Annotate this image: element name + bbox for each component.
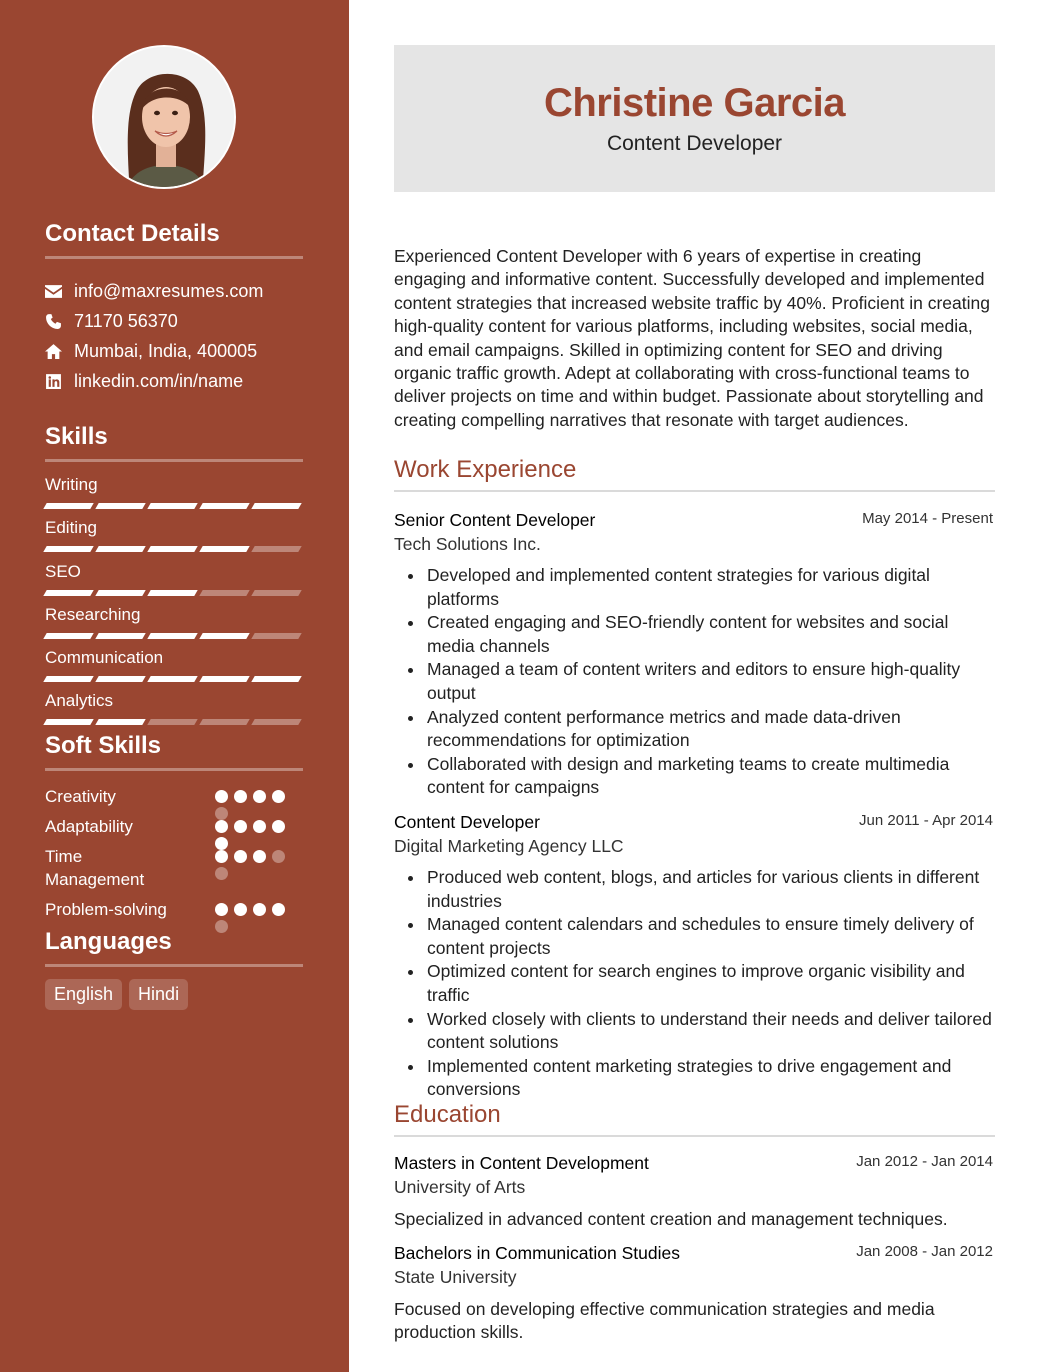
job-bullet: Collaborated with design and marketing teams to create multimedia content for campaigns bbox=[394, 753, 995, 800]
skill-level-segment bbox=[43, 676, 93, 682]
job-bullet: Implemented content marketing strategies to drive engagement and conversions bbox=[394, 1055, 995, 1102]
soft-skill-label: Adaptability bbox=[45, 817, 133, 836]
job-date: May 2014 - Present bbox=[862, 510, 993, 527]
job-bullet: Managed content calendars and schedules to ensure timely delivery of content projects bbox=[394, 913, 995, 960]
skill-level-segment bbox=[251, 633, 301, 639]
education-date: Jan 2012 - Jan 2014 bbox=[856, 1153, 993, 1170]
school-name: State University bbox=[394, 1267, 517, 1287]
email-icon bbox=[45, 281, 74, 301]
home-icon bbox=[45, 341, 74, 361]
work-heading: Work Experience bbox=[394, 456, 995, 492]
soft-skill-dot bbox=[234, 820, 247, 833]
person-name: Christine Garcia bbox=[543, 81, 845, 125]
skill-level-segment bbox=[43, 719, 93, 725]
soft-skill-label: Problem-solving bbox=[45, 900, 167, 919]
skill-level-segment bbox=[251, 503, 301, 509]
job-bullets bbox=[394, 866, 995, 1102]
soft-skill-dot bbox=[215, 867, 228, 880]
skill-level-segment bbox=[199, 633, 249, 639]
portrait-illustration bbox=[94, 47, 236, 189]
name-header bbox=[394, 45, 995, 192]
education-heading: Education bbox=[394, 1101, 995, 1137]
degree-name: Bachelors in Communication Studies bbox=[394, 1243, 680, 1263]
contact-phone-text: 71170 56370 bbox=[74, 310, 178, 331]
school-name: University of Arts bbox=[394, 1177, 526, 1197]
skill-level-segment bbox=[147, 546, 197, 552]
soft-skill-item bbox=[45, 898, 303, 921]
skill-label: SEO bbox=[45, 562, 81, 581]
skill-item bbox=[45, 518, 303, 552]
soft-skill-dot bbox=[272, 820, 285, 833]
soft-skill-dot bbox=[234, 790, 247, 803]
skill-bar bbox=[45, 503, 303, 509]
soft-skill-item bbox=[45, 845, 303, 891]
contact-linkedin-text: linkedin.com/in/name bbox=[74, 370, 244, 391]
contact-heading: Contact Details bbox=[45, 220, 303, 259]
job-entry bbox=[394, 510, 995, 800]
skill-bar bbox=[45, 546, 303, 552]
soft-skill-dot bbox=[253, 850, 266, 863]
education-entry bbox=[394, 1153, 995, 1231]
skill-level-segment bbox=[95, 633, 145, 639]
contact-address bbox=[45, 336, 325, 366]
job-role: Content Developer bbox=[394, 812, 540, 832]
skill-item bbox=[45, 648, 303, 682]
contact-list bbox=[45, 276, 325, 396]
soft-skill-dot bbox=[272, 850, 285, 863]
job-company: Tech Solutions Inc. bbox=[394, 534, 541, 554]
skill-level-segment bbox=[251, 590, 301, 596]
skill-level-segment bbox=[147, 719, 197, 725]
job-company: Digital Marketing Agency LLC bbox=[394, 836, 624, 856]
skill-level-segment bbox=[147, 676, 197, 682]
soft-skill-dot bbox=[215, 790, 228, 803]
job-role: Senior Content Developer bbox=[394, 510, 596, 530]
soft-skill-dot bbox=[253, 903, 266, 916]
linkedin-icon bbox=[45, 371, 74, 391]
skill-bar bbox=[45, 676, 303, 682]
soft-skill-label: Time Management bbox=[45, 847, 145, 889]
skill-level-segment bbox=[199, 546, 249, 552]
contact-email[interactable] bbox=[45, 276, 325, 306]
skill-level-segment bbox=[199, 503, 249, 509]
profile-photo bbox=[92, 45, 236, 189]
contact-linkedin[interactable] bbox=[45, 366, 325, 396]
language-tag: English bbox=[45, 979, 122, 1010]
education-desc: Specialized in advanced content creation and management techniques. bbox=[394, 1209, 948, 1229]
skill-item bbox=[45, 475, 303, 509]
soft-skill-dot bbox=[253, 820, 266, 833]
skill-bar bbox=[45, 719, 303, 725]
skill-level-segment bbox=[199, 719, 249, 725]
skill-level-segment bbox=[199, 676, 249, 682]
soft-skill-dot bbox=[234, 850, 247, 863]
skill-level-segment bbox=[251, 719, 301, 725]
soft-skill-dot bbox=[272, 790, 285, 803]
job-bullet: Created engaging and SEO-friendly content for websites and social media channels bbox=[394, 611, 995, 658]
language-list bbox=[45, 979, 188, 1010]
skill-level-segment bbox=[147, 633, 197, 639]
job-bullet: Analyzed content performance metrics and made data-driven recommendations for optimization bbox=[394, 706, 995, 753]
skill-level-segment bbox=[95, 503, 145, 509]
skill-bar bbox=[45, 590, 303, 596]
skill-label: Writing bbox=[45, 475, 98, 494]
skill-level-segment bbox=[95, 590, 145, 596]
soft-skill-dot bbox=[234, 903, 247, 916]
skill-level-segment bbox=[43, 590, 93, 596]
soft-skill-item bbox=[45, 785, 303, 808]
job-bullet: Worked closely with clients to understand their needs and deliver tailored content solutions bbox=[394, 1008, 995, 1055]
soft-skill-item bbox=[45, 815, 303, 838]
soft-skill-label: Creativity bbox=[45, 787, 116, 806]
summary-text: Experienced Content Developer with 6 years of expertise in creating engaging and informative content. Successfully developed and implemented content strategies that increased website traffic by 40%. Proficient in creating high-quality content for various platforms, including websites, social media, and email campaigns. Skilled in optimizing content for SEO and driving organic traffic growth. Adept at collaborating with cross-functional teams to deliver projects on time and within budget. Passionate about storytelling and creating compelling narratives that resonate with target audiences. bbox=[394, 246, 990, 430]
skill-level-segment bbox=[251, 676, 301, 682]
contact-phone[interactable] bbox=[45, 306, 325, 336]
phone-icon bbox=[45, 311, 74, 331]
skill-level-segment bbox=[43, 633, 93, 639]
soft-skill-dot bbox=[215, 820, 228, 833]
soft-skill-rating bbox=[215, 850, 290, 880]
skill-item bbox=[45, 605, 303, 639]
skills-heading: Skills bbox=[45, 423, 303, 462]
skill-label: Researching bbox=[45, 605, 141, 624]
skill-label: Editing bbox=[45, 518, 97, 537]
job-entry bbox=[394, 812, 995, 1102]
degree-name: Masters in Content Development bbox=[394, 1153, 649, 1173]
education-date: Jan 2008 - Jan 2012 bbox=[856, 1243, 993, 1260]
soft-skill-dot bbox=[253, 790, 266, 803]
skill-item bbox=[45, 562, 303, 596]
skill-level-segment bbox=[95, 546, 145, 552]
languages-heading: Languages bbox=[45, 928, 303, 967]
skill-level-segment bbox=[95, 719, 145, 725]
skill-level-segment bbox=[147, 503, 197, 509]
skill-level-segment bbox=[147, 590, 197, 596]
education-entry bbox=[394, 1243, 995, 1345]
job-bullet: Developed and implemented content strategies for various digital platforms bbox=[394, 564, 995, 611]
skill-level-segment bbox=[199, 590, 249, 596]
skill-item bbox=[45, 691, 303, 725]
job-bullet: Produced web content, blogs, and articles for various clients in different industries bbox=[394, 866, 995, 913]
soft-skill-dot bbox=[215, 850, 228, 863]
skill-bar bbox=[45, 633, 303, 639]
skill-label: Analytics bbox=[45, 691, 114, 710]
sidebar bbox=[0, 0, 349, 1372]
skill-level-segment bbox=[43, 546, 93, 552]
skill-level-segment bbox=[251, 546, 301, 552]
job-bullets bbox=[394, 564, 995, 800]
soft-skills-heading: Soft Skills bbox=[45, 732, 303, 771]
education-desc: Focused on developing effective communication strategies and media production skills. bbox=[394, 1299, 935, 1343]
job-title: Content Developer bbox=[606, 132, 783, 155]
contact-email-text: info@maxresumes.com bbox=[74, 280, 264, 301]
job-bullet: Managed a team of content writers and editors to ensure high-quality output bbox=[394, 658, 995, 705]
soft-skill-dot bbox=[215, 903, 228, 916]
skill-label: Communication bbox=[45, 648, 164, 667]
contact-address-text: Mumbai, India, 400005 bbox=[74, 340, 258, 361]
soft-skill-dot bbox=[272, 903, 285, 916]
language-tag: Hindi bbox=[129, 979, 188, 1010]
job-date: Jun 2011 - Apr 2014 bbox=[859, 812, 993, 829]
job-bullet: Optimized content for search engines to improve organic visibility and traffic bbox=[394, 960, 995, 1007]
skill-level-segment bbox=[95, 676, 145, 682]
skill-level-segment bbox=[43, 503, 93, 509]
